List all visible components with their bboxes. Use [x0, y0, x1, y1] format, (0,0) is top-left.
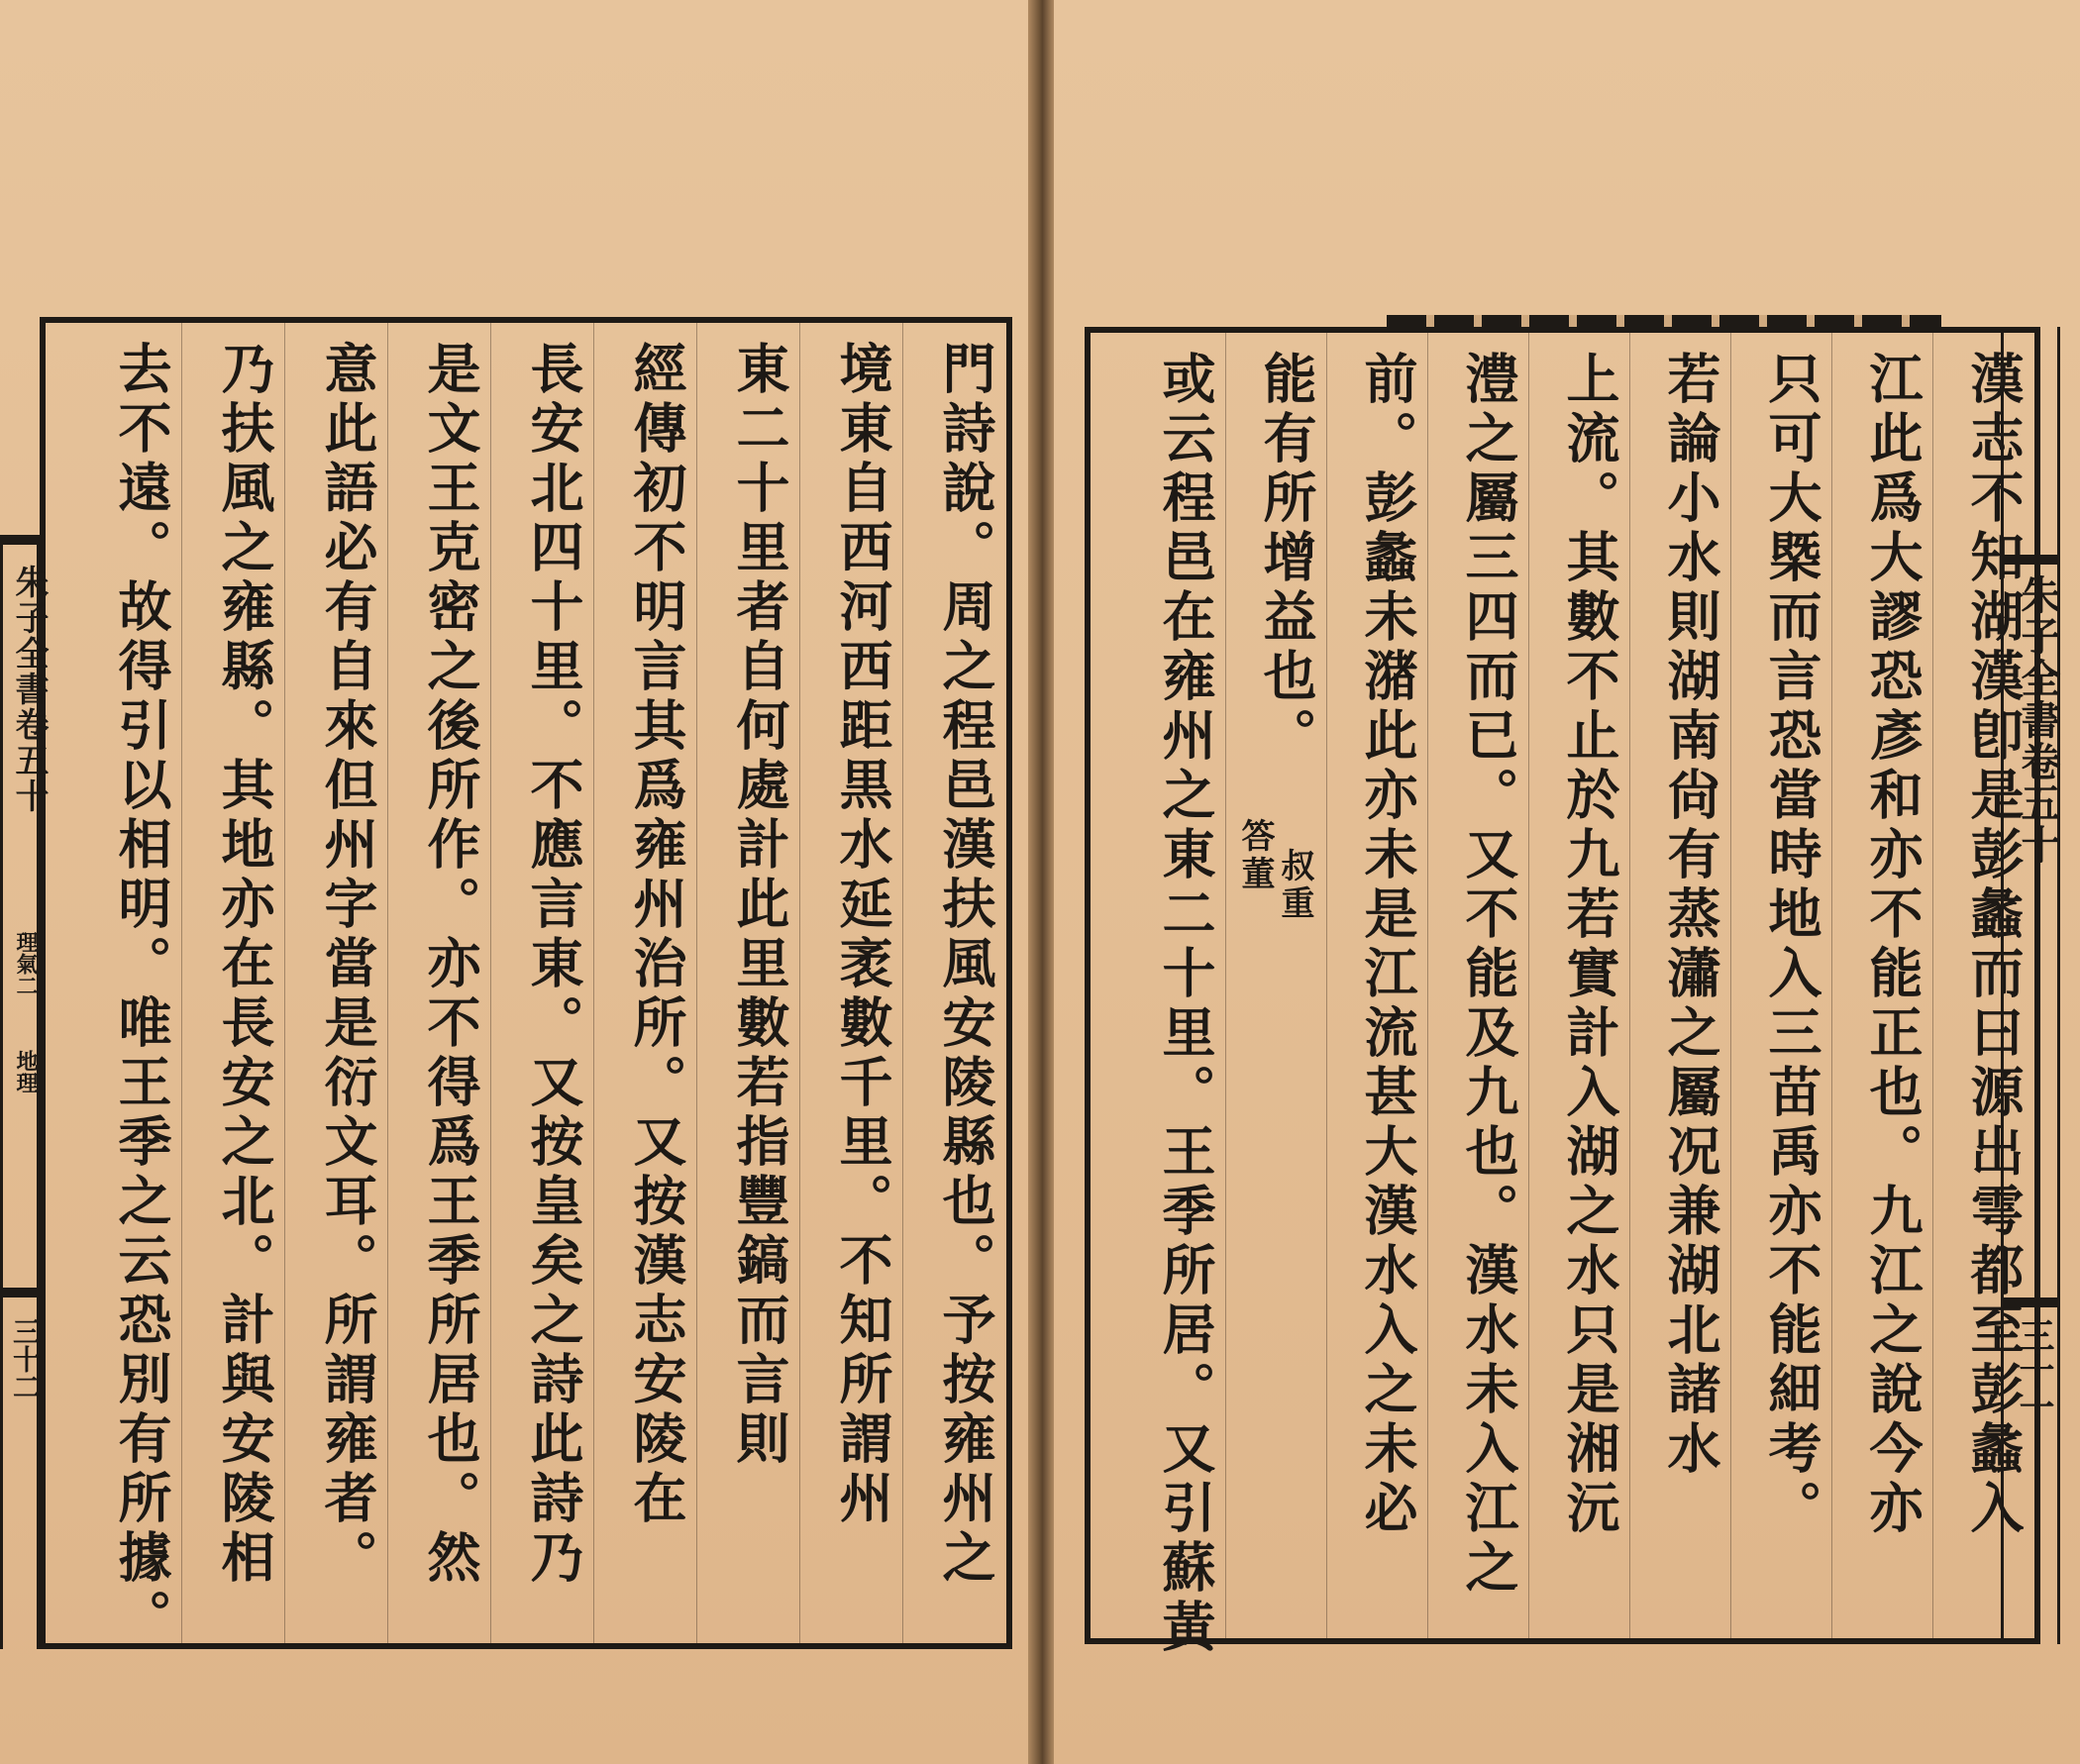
column-rule [696, 323, 697, 1643]
fold-mark [2004, 555, 2057, 565]
column-rule [284, 323, 285, 1643]
left-margin-strip [0, 535, 49, 1649]
right-column-5: 上流。其數不止於九若實計入湖之水只是湘沅 [1558, 351, 1621, 1539]
column-rule [1831, 333, 1832, 1638]
column-rule [1528, 333, 1529, 1638]
left-margin-section: 理氣二 [13, 931, 39, 996]
left-column-9: 去不遠。故得引以相明。唯王季之云恐別有所據。 [110, 341, 173, 1648]
left-column-6: 是文王克密之後所作。亦不得爲王季所居也。然 [419, 341, 482, 1589]
right-column-3: 只可大槩而言恐當時地入三苗禹亦不能細考。 [1760, 351, 1823, 1539]
right-column-4: 若論小水則湖南尙有蒸瀟之屬况兼湖北諸水 [1659, 351, 1722, 1480]
right-margin-title: 朱子全書卷五十 [2015, 574, 2061, 866]
left-column-7: 意此語必有自來但州字當是衍文耳。所謂雍者。 [316, 341, 379, 1589]
left-margin-subsection: 地理 [13, 1050, 39, 1093]
column-rule [799, 323, 800, 1643]
column-rule [387, 323, 388, 1643]
column-rule [181, 323, 182, 1643]
fold-mark [3, 535, 37, 545]
column-rule [490, 323, 491, 1643]
book-spine [1028, 0, 1054, 1764]
left-column-5: 長安北四十里。不應言東。又按皇矣之詩此詩乃 [522, 341, 585, 1589]
right-column-1: 漢志不知湖漢卽是彭蠡而曰源出雩都至彭蠡入 [1962, 351, 2026, 1539]
left-column-8: 乃扶風之雍縣。其地亦在長安之北。計與安陵相 [213, 341, 276, 1589]
right-margin-page: 三十一 [2014, 1317, 2055, 1424]
column-rule [902, 323, 903, 1643]
column-rule [1427, 333, 1428, 1638]
fold-mark [2004, 1297, 2057, 1307]
right-column-7: 前。彭蠡未潴此亦未是江流甚大漢水入之未必 [1356, 351, 1419, 1539]
right-column-8: 能有所增益也。 [1255, 351, 1318, 767]
column-rule [593, 323, 594, 1643]
right-margin-strip [2001, 327, 2060, 1644]
left-margin-page: 三十二 [9, 1317, 42, 1401]
right-note-line-2: 叔重 [1275, 848, 1314, 923]
right-column-9: 或云程邑在雍州之東二十里。王季所居。又引蘇黃 [1154, 351, 1217, 1658]
left-column-1: 門詩說。周之程邑漢扶風安陵縣也。予按雍州之 [934, 341, 997, 1589]
column-rule [1326, 333, 1327, 1638]
left-margin-title: 朱子全書卷五十 [9, 565, 49, 814]
column-rule [1932, 333, 1933, 1638]
left-column-2: 境東自西河西距黒水延袤數千里。不知所謂州 [831, 341, 894, 1529]
fold-mark [3, 1288, 37, 1297]
right-note-line-1: 答董 [1235, 818, 1275, 893]
column-rule [1730, 333, 1731, 1638]
column-rule [1629, 333, 1630, 1638]
right-column-2: 江此爲大謬恐彥和亦不能正也。九江之說今亦 [1861, 351, 1924, 1539]
column-rule [1225, 333, 1226, 1638]
right-column-6: 澧之屬三四而已。又不能及九也。漢水未入江之 [1457, 351, 1520, 1599]
right-text-frame [1085, 327, 2040, 1658]
left-column-4: 經傳初不明言其爲雍州治所。又按漢志安陵在 [625, 341, 688, 1529]
left-text-frame [40, 317, 1012, 1649]
left-column-3: 東二十里者自何處計此里數若指豐鎬而言則 [728, 341, 791, 1470]
